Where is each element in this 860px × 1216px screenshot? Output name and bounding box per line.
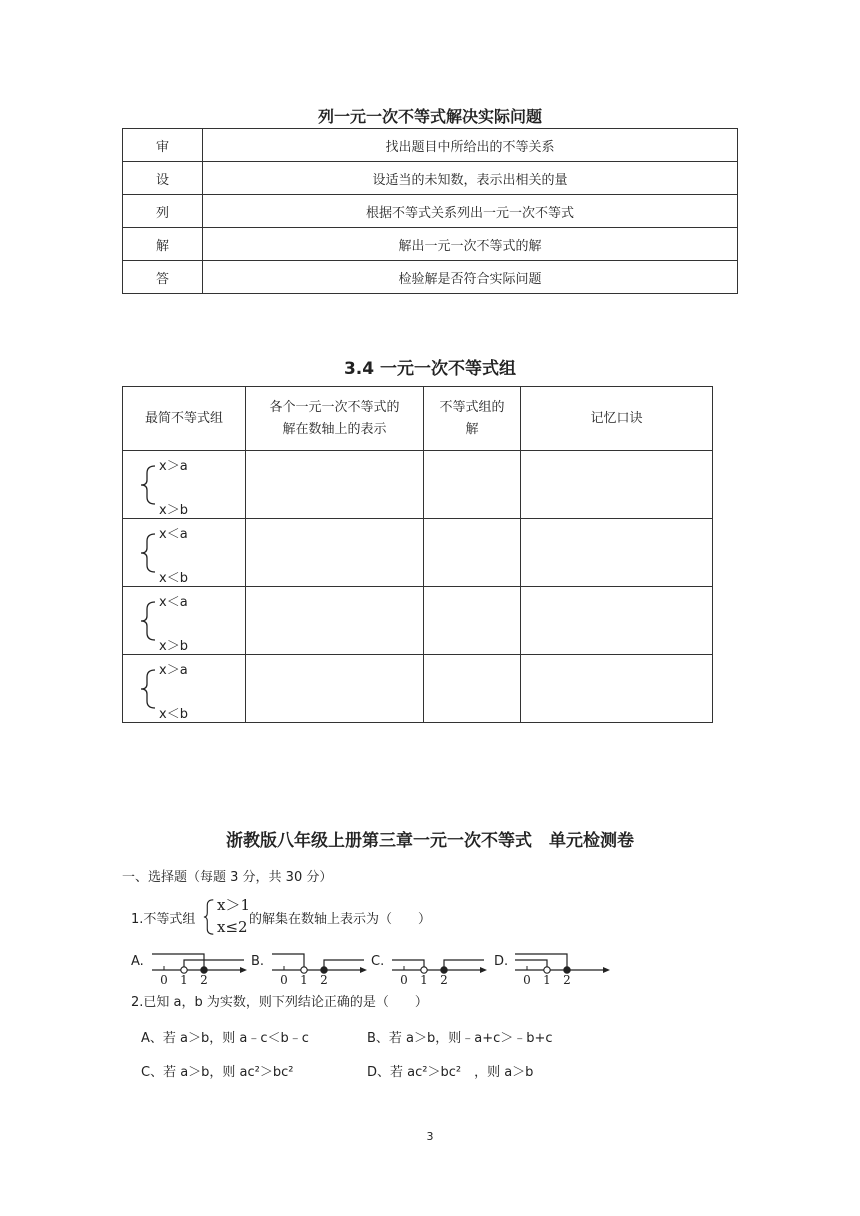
number-line-graphic xyxy=(515,940,611,986)
arrow-icon xyxy=(603,967,610,973)
header-number-line xyxy=(246,387,424,451)
system-bottom: x＜b xyxy=(159,707,188,722)
section2-title: 3.4 一元一次不等式组 xyxy=(343,359,517,379)
solution-ray xyxy=(324,960,364,970)
step-value: 解出一元一次不等式的解 xyxy=(203,228,738,261)
solution-ray xyxy=(184,960,244,970)
empty-cell xyxy=(424,587,521,655)
option-b-number-line[interactable] xyxy=(272,940,368,986)
header-line: 解 xyxy=(465,421,479,437)
empty-cell xyxy=(424,519,521,587)
tick-label: 1 xyxy=(543,973,551,986)
system-top: x＜a xyxy=(159,595,188,610)
q1-system-top: x＞1 xyxy=(217,896,251,914)
option-c-label: C. xyxy=(371,954,385,969)
closed-dot xyxy=(321,967,327,973)
table-row xyxy=(123,519,713,587)
closed-dot xyxy=(564,967,570,973)
table-row xyxy=(123,162,738,195)
system-bottom: x＞b xyxy=(159,639,188,654)
open-dot xyxy=(421,967,427,973)
section-heading: 一、选择题（每题 3 分，共 30 分） xyxy=(122,870,333,885)
brace-icon xyxy=(203,896,215,938)
tick-label: 2 xyxy=(563,973,571,986)
system-cell xyxy=(123,519,246,587)
option-c-number-line[interactable] xyxy=(392,940,488,986)
system-top: x＜a xyxy=(159,527,188,542)
arrow-icon xyxy=(480,967,487,973)
table-header-row xyxy=(123,387,713,451)
option-d-label: D. xyxy=(494,954,509,969)
step-key: 设 xyxy=(123,162,203,195)
tick-label: 2 xyxy=(200,973,208,986)
q2-stem: 2.已知 a，b 为实数，则下列结论正确的是（ ） xyxy=(131,995,428,1010)
empty-cell xyxy=(521,451,713,519)
header-simplest-system: 最简不等式组 xyxy=(123,387,246,451)
system-top: x＞a xyxy=(159,459,188,474)
system-bottom: x＞b xyxy=(159,503,188,518)
empty-cell xyxy=(424,655,521,723)
step-value: 设适当的未知数，表示出相关的量 xyxy=(203,162,738,195)
step-value: 根据不等式关系列出一元一次不等式 xyxy=(203,195,738,228)
empty-cell xyxy=(246,451,424,519)
header-mnemonic: 记忆口诀 xyxy=(521,387,713,451)
empty-cell xyxy=(246,587,424,655)
header-line: 各个一元一次不等式的 xyxy=(269,399,400,415)
tick-label: 1 xyxy=(300,973,308,986)
empty-cell xyxy=(521,519,713,587)
open-dot xyxy=(544,967,550,973)
solution-ray xyxy=(272,954,304,970)
solution-ray xyxy=(515,954,567,970)
q2-option-c[interactable]: C、若 a＞b，则 ac²＞bc² xyxy=(141,1065,294,1080)
header-line: 解在数轴上的表示 xyxy=(282,421,387,437)
step-key: 审 xyxy=(123,129,203,162)
question-1 xyxy=(131,894,731,940)
step-key: 列 xyxy=(123,195,203,228)
system-cell xyxy=(123,655,246,723)
tick-label: 0 xyxy=(400,973,408,986)
brace-icon xyxy=(139,669,159,709)
empty-cell xyxy=(246,655,424,723)
brace-icon xyxy=(139,601,159,641)
open-dot xyxy=(181,967,187,973)
empty-cell xyxy=(246,519,424,587)
step-key: 解 xyxy=(123,228,203,261)
tick-label: 0 xyxy=(160,973,168,986)
header-line: 不等式组的 xyxy=(439,399,505,415)
number-line-graphic xyxy=(392,940,488,986)
option-a-number-line[interactable] xyxy=(152,940,248,986)
tick-label: 0 xyxy=(523,973,531,986)
tick-label: 0 xyxy=(280,973,288,986)
q2-option-d[interactable]: D、若 ac²＞bc² ，则 a＞b xyxy=(367,1065,534,1080)
table-row xyxy=(123,655,713,723)
tick-label: 2 xyxy=(320,973,328,986)
option-a-label: A. xyxy=(131,954,144,969)
q2-option-b[interactable]: B、若 a＞b，则﹣a+c＞﹣b+c xyxy=(367,1031,553,1046)
system-cell xyxy=(123,587,246,655)
solution-ray xyxy=(515,960,547,970)
number-line-graphic xyxy=(152,940,248,986)
brace-icon xyxy=(139,533,159,573)
q1-suffix: 的解集在数轴上表示为（ ） xyxy=(249,912,432,927)
step-value: 检验解是否符合实际问题 xyxy=(203,261,738,294)
header-solution xyxy=(424,387,521,451)
empty-cell xyxy=(521,655,713,723)
empty-cell xyxy=(424,451,521,519)
arrow-icon xyxy=(240,967,247,973)
closed-dot xyxy=(441,967,447,973)
arrow-icon xyxy=(360,967,367,973)
solution-ray xyxy=(444,960,484,970)
closed-dot xyxy=(201,967,207,973)
page-number: 3 xyxy=(426,1130,434,1143)
q1-system-bottom: x≤2 xyxy=(217,918,248,936)
section1-title: 列一元一次不等式解决实际问题 xyxy=(317,107,542,126)
option-d-number-line[interactable] xyxy=(515,940,611,986)
tick-label: 1 xyxy=(180,973,188,986)
table-row xyxy=(123,195,738,228)
system-cell xyxy=(123,451,246,519)
system-bottom: x＜b xyxy=(159,571,188,586)
step-value: 找出题目中所给出的不等关系 xyxy=(203,129,738,162)
tick-label: 2 xyxy=(440,973,448,986)
open-dot xyxy=(301,967,307,973)
inequality-system-table xyxy=(122,386,713,723)
table-row xyxy=(123,587,713,655)
solution-ray xyxy=(152,954,204,970)
steps-table xyxy=(122,128,738,294)
q2-option-a[interactable]: A、若 a＞b，则 a﹣c＜b﹣c xyxy=(141,1031,309,1046)
solution-ray xyxy=(392,960,424,970)
system-top: x＞a xyxy=(159,663,188,678)
number-line-graphic xyxy=(272,940,368,986)
step-key: 答 xyxy=(123,261,203,294)
option-b-label: B. xyxy=(251,954,265,969)
tick-label: 1 xyxy=(420,973,428,986)
table-row xyxy=(123,228,738,261)
table-row xyxy=(123,451,713,519)
q1-prefix: 1.不等式组 xyxy=(131,912,196,927)
brace-icon xyxy=(139,465,159,505)
exam-title: 浙教版八年级上册第三章一元一次不等式 单元检测卷 xyxy=(226,831,634,851)
table-row xyxy=(123,129,738,162)
empty-cell xyxy=(521,587,713,655)
table-row xyxy=(123,261,738,294)
